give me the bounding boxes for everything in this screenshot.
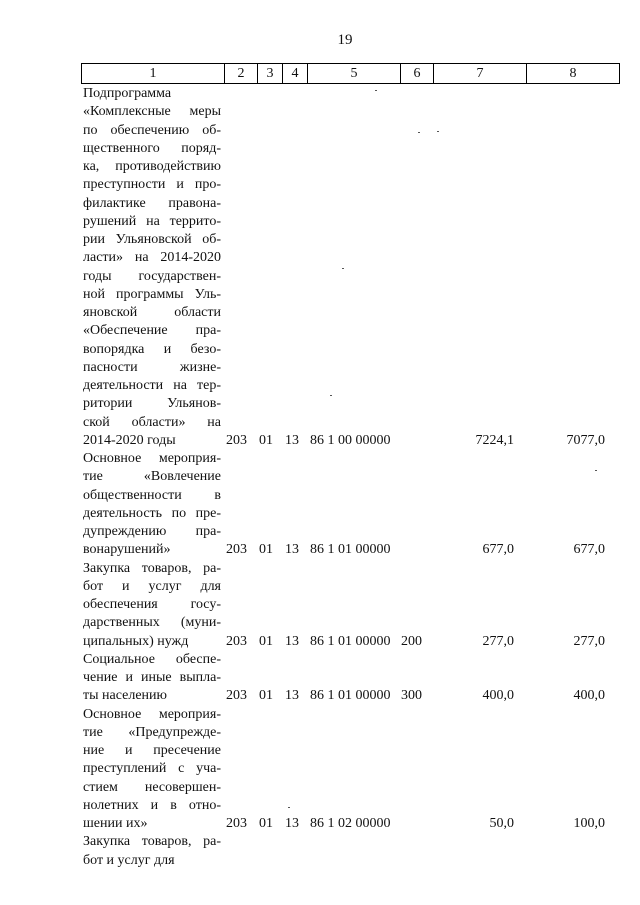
row-name-line: по обеспечению об-	[83, 122, 221, 138]
header-col-8: 8	[527, 64, 620, 84]
row-name-line: щественного поряд-	[83, 140, 221, 156]
row-name-line: обеспечения госу-	[83, 597, 221, 612]
row-name-line: преступности и про-	[83, 177, 221, 193]
row-name-line: ритории Ульянов-	[83, 396, 221, 412]
row-name-line: нолетних и в отно-	[83, 797, 221, 813]
cell-col-4: 13	[285, 432, 299, 448]
scan-speck	[342, 268, 344, 269]
scan-speck	[375, 90, 377, 91]
row-name-line: общественности в	[83, 487, 221, 503]
row-name-line: ципальных) нужд	[83, 633, 189, 649]
row-name-line: деятельности на тер-	[83, 378, 221, 393]
cell-col-8: 677,0	[573, 542, 605, 558]
cell-col-3: 01	[259, 688, 273, 704]
row-name-line: рии Ульяновской об-	[83, 232, 221, 247]
cell-col-3: 01	[259, 432, 273, 448]
row-name-line: ка, противодействию	[83, 159, 221, 174]
cell-col-2: 203	[226, 816, 247, 831]
header-col-4: 4	[283, 64, 308, 84]
row-name	[83, 450, 221, 560]
row-name-line: пасности жизне-	[83, 359, 221, 375]
cell-col-4: 13	[285, 633, 299, 649]
row-name-line: чение и иные выпла-	[83, 670, 221, 685]
row-name-line: вонарушений»	[83, 542, 171, 558]
scan-speck	[437, 131, 439, 132]
header-col-7: 7	[434, 64, 527, 84]
scan-speck	[288, 807, 290, 808]
scan-speck	[595, 470, 597, 471]
cell-col-7: 277,0	[482, 633, 514, 649]
page-number: 19	[337, 32, 353, 48]
row-name-line: Закупка товаров, ра-	[83, 834, 221, 850]
cell-col-5: 86 1 01 00000	[310, 633, 391, 649]
row-name	[83, 706, 221, 834]
cell-col-2: 203	[226, 432, 247, 448]
cell-col-7: 400,0	[482, 688, 514, 704]
scan-speck	[418, 132, 420, 133]
cell-col-5: 86 1 01 00000	[310, 542, 391, 558]
cell-col-7: 7224,1	[475, 432, 514, 448]
row-name-line: ние и пресечение	[83, 743, 221, 758]
row-name	[83, 85, 221, 450]
row-name-line: ской области» на	[83, 414, 221, 430]
header-col-6: 6	[401, 64, 434, 84]
cell-col-4: 13	[285, 542, 299, 558]
cell-col-4: 13	[285, 816, 299, 831]
header-col-3: 3	[258, 64, 283, 84]
row-name	[83, 833, 221, 870]
cell-col-6: 200	[401, 633, 422, 649]
header-col-5: 5	[308, 64, 401, 84]
row-name-line: яновской области	[83, 305, 221, 320]
cell-col-2: 203	[226, 542, 247, 558]
cell-col-5: 86 1 01 00000	[310, 688, 391, 704]
cell-col-6: 300	[401, 688, 422, 704]
row-name-line: преступлений с уча-	[83, 761, 221, 777]
row-name-line: ной программы Уль-	[83, 286, 221, 302]
cell-col-3: 01	[259, 633, 273, 649]
header-col-2: 2	[225, 64, 258, 84]
cell-col-8: 400,0	[573, 688, 605, 704]
cell-col-8: 7077,0	[566, 432, 605, 448]
row-name-line: бот и услуг для	[83, 852, 175, 868]
row-name-line: тие «Вовлечение	[83, 469, 221, 485]
header-col-1: 1	[82, 64, 225, 84]
row-name-line: ты населению	[83, 688, 167, 704]
cell-col-7: 677,0	[482, 542, 514, 558]
table-header	[81, 63, 620, 84]
row-name-line: годы государствен-	[83, 268, 221, 284]
row-name-line: Подпрограмма	[83, 86, 172, 101]
row-name-line: рушений на террито-	[83, 213, 221, 229]
row-name-line: Основное мероприя-	[83, 706, 221, 722]
cell-col-2: 203	[226, 633, 247, 649]
cell-col-5: 86 1 00 00000	[310, 432, 391, 448]
cell-col-3: 01	[259, 542, 273, 558]
cell-col-8: 100,0	[573, 816, 605, 831]
cell-col-5: 86 1 02 00000	[310, 816, 391, 831]
row-name-line: ласти» на 2014-2020	[83, 250, 221, 266]
row-name-line: 2014-2020 годы	[83, 432, 176, 448]
row-name-line: деятельность по пре-	[83, 505, 221, 521]
row-name-line: Закупка товаров, ра-	[83, 560, 221, 576]
row-name-line: филактике правона-	[83, 195, 221, 211]
row-name-line: тие «Предупрежде-	[83, 724, 221, 740]
cell-col-4: 13	[285, 688, 299, 704]
cell-col-7: 50,0	[489, 816, 514, 831]
row-name-line: дупреждению пра-	[83, 524, 221, 539]
row-name-line: Основное мероприя-	[83, 451, 221, 466]
row-name-line: вопорядка и безо-	[83, 341, 221, 357]
row-name	[83, 560, 221, 651]
row-name	[83, 651, 221, 706]
row-name-line: стием несовершен-	[83, 779, 221, 795]
row-name-line: «Комплексные меры	[83, 104, 221, 120]
row-name-line: Социальное обеспе-	[83, 651, 221, 667]
row-name-line: «Обеспечение пра-	[83, 323, 221, 339]
cell-col-8: 277,0	[573, 633, 605, 649]
cell-col-3: 01	[259, 816, 273, 831]
cell-col-2: 203	[226, 688, 247, 704]
row-name-line: бот и услуг для	[83, 578, 221, 594]
scan-speck	[330, 395, 332, 396]
row-name-line: шении их»	[83, 816, 148, 831]
row-name-line: дарственных (муни-	[83, 615, 221, 631]
